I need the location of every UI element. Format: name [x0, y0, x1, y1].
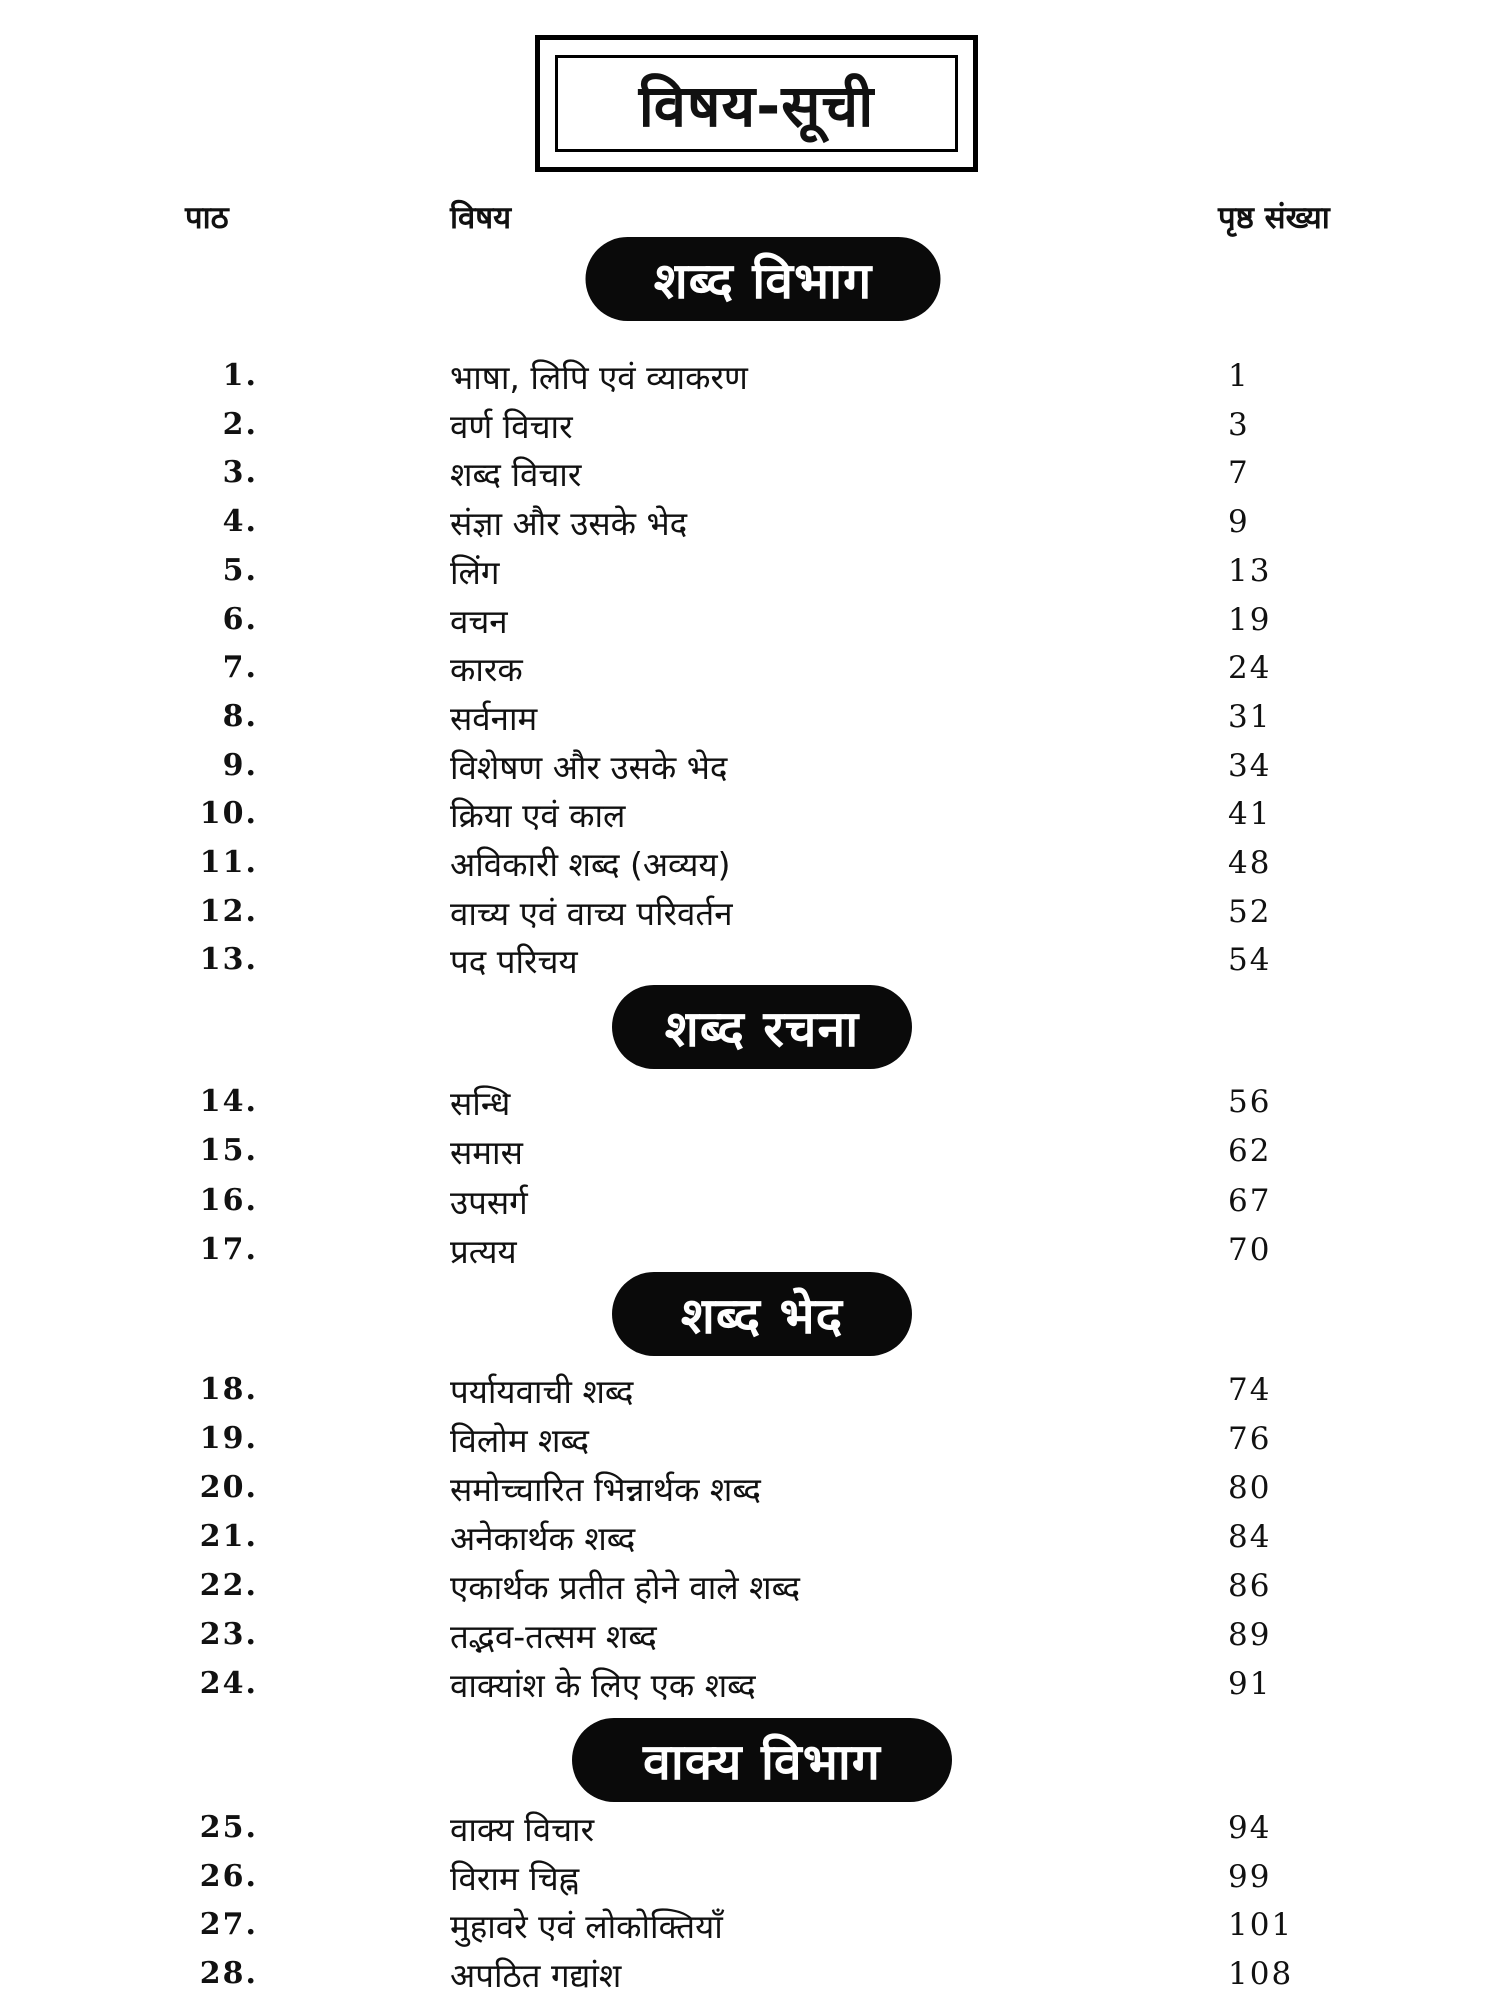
toc-row [0, 403, 1500, 451]
lesson-topic: पर्यायवाची शब्द [450, 1372, 634, 1411]
lesson-number: 14. [199, 1084, 258, 1119]
page-number: 41 [1228, 796, 1272, 833]
toc-row [0, 1515, 1500, 1563]
toc-row [0, 841, 1500, 889]
page-number: 52 [1228, 893, 1272, 930]
section-heading: शब्द रचना [612, 985, 912, 1069]
lesson-topic: विराम चिह्न [450, 1858, 580, 1898]
toc-row [0, 500, 1500, 548]
lesson-topic: समोच्चारित भिन्नार्थक शब्द [450, 1470, 761, 1509]
lesson-topic: अनेकार्थक शब्द [450, 1519, 636, 1558]
page-number: 99 [1228, 1858, 1272, 1895]
toc-row [0, 598, 1500, 646]
lesson-topic: उपसर्ग [450, 1182, 528, 1222]
page-number: 3 [1228, 406, 1250, 443]
toc-row [0, 695, 1500, 743]
lesson-number: 20. [199, 1470, 258, 1505]
lesson-number: 18. [199, 1372, 258, 1407]
page-number: 86 [1228, 1568, 1272, 1604]
lesson-topic: एकार्थक प्रतीत होने वाले शब्द [450, 1568, 801, 1607]
lesson-number: 1. [222, 358, 258, 393]
page-number: 7 [1228, 455, 1250, 492]
toc-row [0, 1129, 1500, 1177]
lesson-topic: मुहावरे एवं लोकोक्तियाँ [450, 1907, 723, 1947]
lesson-topic: कारक [450, 650, 523, 690]
lesson-number: 13. [199, 942, 258, 978]
page-number: 91 [1228, 1666, 1272, 1702]
page-number: 54 [1228, 942, 1272, 979]
toc-row [0, 1855, 1500, 1903]
lesson-number: 26. [199, 1858, 258, 1894]
page-number: 67 [1228, 1182, 1272, 1219]
section-heading: शब्द भेद [612, 1272, 912, 1356]
toc-row [0, 1368, 1500, 1416]
lesson-number: 3. [222, 455, 258, 491]
lesson-number: 25. [199, 1810, 258, 1845]
page-number: 1 [1228, 358, 1250, 394]
lesson-number: 22. [199, 1568, 258, 1603]
lesson-number: 27. [199, 1907, 258, 1943]
toc-row [0, 451, 1500, 499]
page-number: 80 [1228, 1470, 1272, 1506]
page-number: 84 [1228, 1519, 1272, 1555]
lesson-topic: भाषा, लिपि एवं व्याकरण [450, 358, 748, 397]
header-subject: विषय [450, 200, 512, 236]
page-number: 13 [1228, 552, 1272, 589]
page-number: 74 [1228, 1372, 1272, 1408]
page-number: 108 [1228, 1955, 1294, 1992]
section-heading: शब्द विभाग [586, 237, 941, 321]
toc-row [0, 354, 1500, 402]
lesson-number: 9. [222, 747, 258, 783]
page-number: 56 [1228, 1084, 1272, 1120]
lesson-number: 7. [222, 650, 258, 686]
page-number: 48 [1228, 845, 1272, 881]
lesson-number: 6. [222, 601, 258, 637]
lesson-number: 23. [199, 1617, 258, 1652]
toc-row [0, 890, 1500, 938]
lesson-topic: सन्धि [450, 1084, 511, 1123]
header-page: पृष्ठ संख्या [1218, 200, 1330, 236]
page-number: 94 [1228, 1810, 1272, 1846]
toc-row [0, 1806, 1500, 1854]
toc-row [0, 1613, 1500, 1661]
lesson-number: 15. [199, 1133, 258, 1169]
page-number: 24 [1228, 650, 1272, 687]
lesson-number: 4. [222, 504, 258, 540]
toc-row [0, 1952, 1500, 2000]
page-number: 19 [1228, 601, 1272, 638]
page-number: 9 [1228, 504, 1250, 541]
lesson-topic: लिंग [450, 552, 500, 592]
lesson-topic: क्रिया एवं काल [450, 796, 626, 836]
toc-row [0, 938, 1500, 986]
toc-row [0, 1228, 1500, 1276]
lesson-number: 11. [199, 845, 258, 880]
lesson-number: 17. [199, 1231, 258, 1267]
lesson-topic: शब्द विचार [450, 455, 582, 495]
lesson-topic: विशेषण और उसके भेद [450, 747, 728, 787]
lesson-topic: सर्वनाम [450, 698, 538, 738]
page-number: 62 [1228, 1133, 1272, 1170]
lesson-topic: वर्ण विचार [450, 406, 573, 446]
toc-row [0, 646, 1500, 694]
lesson-number: 24. [199, 1666, 258, 1701]
lesson-topic: वाक्यांश के लिए एक शब्द [450, 1666, 756, 1705]
page-number: 89 [1228, 1617, 1272, 1653]
lesson-number: 21. [199, 1519, 258, 1554]
lesson-number: 5. [222, 552, 258, 588]
page-number: 76 [1228, 1421, 1272, 1457]
lesson-topic: वाक्य विचार [450, 1810, 595, 1849]
section-heading: वाक्य विभाग [572, 1718, 952, 1802]
lesson-topic: अपठित गद्यांश [450, 1955, 622, 1995]
toc-row [0, 549, 1500, 597]
lesson-topic: पद परिचय [450, 942, 578, 982]
lesson-topic: तद्भव-तत्सम शब्द [450, 1617, 657, 1656]
toc-row [0, 792, 1500, 840]
toc-row [0, 1417, 1500, 1465]
lesson-number: 16. [199, 1182, 258, 1218]
lesson-topic: वाच्य एवं वाच्य परिवर्तन [450, 893, 733, 933]
page-number: 34 [1228, 747, 1272, 784]
lesson-topic: अविकारी शब्द (अव्यय) [450, 845, 731, 884]
toc-row [0, 1466, 1500, 1514]
lesson-topic: समास [450, 1133, 523, 1173]
toc-row [0, 1179, 1500, 1227]
toc-row [0, 1080, 1500, 1128]
page-title: विषय-सूची [555, 55, 958, 152]
page-number: 70 [1228, 1231, 1272, 1268]
toc-row [0, 1564, 1500, 1612]
lesson-topic: वचन [450, 601, 508, 641]
header-lesson: पाठ [185, 200, 229, 236]
toc-row [0, 744, 1500, 792]
page-number: 31 [1228, 698, 1272, 735]
lesson-number: 19. [199, 1421, 258, 1456]
lesson-number: 10. [199, 796, 258, 832]
lesson-number: 8. [222, 698, 258, 734]
lesson-topic: विलोम शब्द [450, 1421, 589, 1460]
lesson-number: 2. [222, 406, 258, 442]
toc-row [0, 1662, 1500, 1710]
lesson-topic: प्रत्यय [450, 1231, 517, 1271]
lesson-topic: संज्ञा और उसके भेद [450, 504, 688, 544]
toc-row [0, 1903, 1500, 1951]
lesson-number: 28. [199, 1955, 258, 1991]
lesson-number: 12. [199, 893, 258, 929]
title-box [535, 35, 978, 172]
page-number: 101 [1228, 1907, 1294, 1944]
